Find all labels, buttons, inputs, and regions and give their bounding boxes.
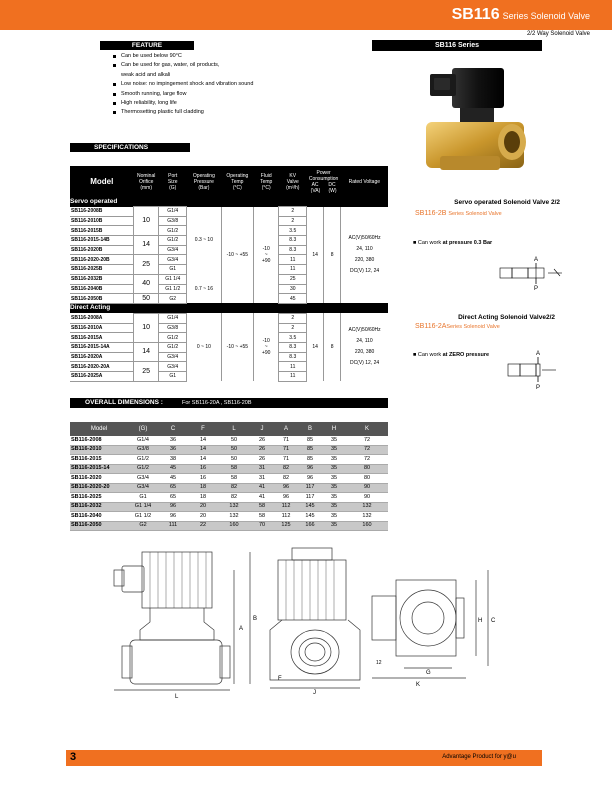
dim-row: [70, 464, 388, 474]
specifications-table: [70, 166, 388, 382]
label-J: J: [313, 690, 316, 696]
spec-col-orifice: Nominal Orifice (mm): [133, 166, 158, 197]
servo-model: SB116-2B: [415, 210, 447, 217]
feature-item: High reliability, long life: [113, 99, 253, 108]
dim-row: [70, 483, 388, 493]
spec-header-row: [70, 166, 388, 197]
dim-cell: 45: [158, 464, 188, 474]
spec-pressure: 0.7 ~ 16: [187, 274, 222, 303]
dim-cell: 18: [188, 493, 218, 503]
dimension-drawings: [110, 540, 550, 730]
valve-photo: [420, 60, 530, 178]
label-L: L: [175, 694, 179, 700]
dim-cell: 96: [274, 493, 298, 503]
spec-orifice: 25: [133, 255, 158, 274]
spec-orifice: 25: [133, 362, 158, 381]
spec-kv: 8.3: [279, 245, 307, 255]
spec-kv: 30: [279, 284, 307, 294]
dim-cell: 36: [158, 445, 188, 455]
dim-cell: 35: [322, 483, 346, 493]
side-view-drawing: [270, 548, 360, 688]
dim-cell: 35: [322, 512, 346, 522]
spec-port: G1/4: [159, 207, 187, 217]
spec-col-pressure: Operating Pressure (Bar): [187, 166, 222, 197]
spec-port: G2: [159, 294, 187, 304]
direct-model-suffix: Series Solenoid Valve: [446, 324, 500, 330]
dim-row: [70, 445, 388, 455]
feature-item: Smooth running, large flow: [113, 90, 253, 99]
dim-cell: 82: [274, 464, 298, 474]
dim-cell: 82: [218, 483, 250, 493]
dim-cell: 35: [322, 474, 346, 484]
direct-model: SB116-2A: [415, 323, 447, 330]
dim-cell: 31: [250, 464, 274, 474]
dim-row: [70, 474, 388, 484]
label-K: K: [416, 682, 421, 688]
dim-cell: 50: [218, 436, 250, 445]
dim-cell: 132: [218, 502, 250, 512]
dim-cell: G3/4: [128, 474, 158, 484]
dim-cell: 35: [322, 445, 346, 455]
feature-item: Thermosetting plastic full cladding: [113, 108, 253, 117]
spec-port: G1 1/2: [159, 284, 187, 294]
dim-cell: 82: [218, 493, 250, 503]
spec-dc: 8: [324, 313, 341, 381]
spec-ac: 14: [307, 207, 324, 304]
dim-cell: 160: [346, 521, 388, 531]
spec-model: SB116-2020-20B: [70, 255, 133, 265]
spec-model: SB116-2025A: [70, 372, 133, 382]
dim-cell: 71: [274, 455, 298, 465]
spec-section-row: [70, 303, 388, 313]
dim-cell: 90: [346, 493, 388, 503]
spec-port: G1/4: [159, 313, 187, 323]
dim-cell: SB116-2015-14: [70, 464, 128, 474]
dim-cell: 22: [188, 521, 218, 531]
spec-model: SB116-2032B: [70, 274, 133, 284]
spec-kv: 3.5: [279, 333, 307, 343]
spec-port: G1/2: [159, 333, 187, 343]
spec-orifice: 14: [133, 236, 158, 255]
dim-cell: 112: [274, 512, 298, 522]
dim-cell: 16: [188, 474, 218, 484]
dim-cell: 117: [298, 493, 322, 503]
spec-model: SB116-2050B: [70, 294, 133, 304]
dim-cell: 58: [218, 474, 250, 484]
dim-cell: 72: [346, 455, 388, 465]
dim-cell: 20: [188, 512, 218, 522]
dim-cell: 38: [158, 455, 188, 465]
spec-model: SB116-2008B: [70, 207, 133, 217]
dim-col-header: K: [346, 422, 388, 436]
servo-symbol: [496, 254, 566, 298]
spec-kv: 2: [279, 313, 307, 323]
dim-cell: 26: [250, 445, 274, 455]
spec-port: G3/4: [159, 245, 187, 255]
dim-cell: SB116-2008: [70, 436, 128, 445]
spec-orifice: 14: [133, 342, 158, 361]
feature-item: Low noise: no impingement shock and vibration sound: [113, 80, 253, 89]
dim-cell: G2: [128, 521, 158, 531]
dim-cell: 35: [322, 502, 346, 512]
specs-title: SPECIFICATIONS: [70, 143, 190, 152]
direct-note: ■ Can work at ZERO pressure: [413, 352, 490, 358]
spec-kv: 11: [279, 362, 307, 372]
dim-cell: G1/2: [128, 455, 158, 465]
spec-col-voltage: Rated Voltage: [341, 166, 388, 197]
dim-cell: 65: [158, 493, 188, 503]
spec-model: SB116-2020B: [70, 245, 133, 255]
spec-kv: 11: [279, 265, 307, 275]
spec-row: [70, 313, 388, 323]
dim-cell: 58: [250, 512, 274, 522]
dim-cell: 14: [188, 445, 218, 455]
dim-cell: 145: [298, 502, 322, 512]
direct-symbol: [500, 348, 560, 392]
dim-header-row: [70, 422, 388, 436]
label-F: F: [278, 676, 282, 682]
header-title-suffix: Series Solenoid Valve: [502, 11, 590, 21]
servo-title: Servo operated Solenoid Valve 2/2: [454, 199, 560, 206]
series-box: SB116 Series: [372, 40, 542, 51]
spec-port: G3/4: [159, 352, 187, 362]
header-model: SB116: [451, 6, 500, 23]
dim-row: [70, 512, 388, 522]
dim-cell: SB116-2010: [70, 445, 128, 455]
servo-model-suffix: Series Solenoid Valve: [448, 211, 502, 217]
servo-model-line: [415, 210, 502, 217]
spec-kv: 11: [279, 255, 307, 265]
spec-model: SB116-2020-20A: [70, 362, 133, 372]
dim-cell: 45: [158, 474, 188, 484]
spec-model: SB116-2015-14B: [70, 236, 133, 246]
feature-item: Can be used for gas, water, oil products,: [113, 61, 253, 70]
header-subtitle: 2/2 Way Solenoid Valve: [526, 31, 590, 37]
dim-cell: 80: [346, 464, 388, 474]
dim-cell: 16: [188, 464, 218, 474]
spec-col-port: Port Size (G): [159, 166, 187, 197]
dim-cell: 71: [274, 436, 298, 445]
spec-orifice: 50: [133, 294, 158, 304]
dim-cell: 14: [188, 455, 218, 465]
dim-cell: G3/4: [128, 483, 158, 493]
dim-row: [70, 493, 388, 503]
spec-model: SB116-2015A: [70, 333, 133, 343]
dim-cell: G3/8: [128, 445, 158, 455]
dim-col-header: (G): [128, 422, 158, 436]
dim-col-header: Model: [70, 422, 128, 436]
spec-col-fluid: Fluid Temp (°C): [254, 166, 279, 197]
spec-section-label: Direct Acting: [70, 303, 388, 313]
spec-port: G3/8: [159, 216, 187, 226]
dim-col-header: L: [218, 422, 250, 436]
dim-row: [70, 521, 388, 531]
dim-cell: 65: [158, 483, 188, 493]
dim-cell: 166: [298, 521, 322, 531]
feature-title: FEATURE: [100, 41, 194, 50]
direct-port-a: A: [536, 351, 541, 357]
spec-col-model: Model: [70, 166, 133, 197]
spec-kv: 45: [279, 294, 307, 304]
dim-cell: SB116-2025: [70, 493, 128, 503]
spec-col-kv: KV Valve (m³/h): [279, 166, 307, 197]
dim-cell: SB116-2015: [70, 455, 128, 465]
spec-kv: 3.5: [279, 226, 307, 236]
servo-port-p: P: [534, 286, 539, 292]
spec-model: SB116-2040B: [70, 284, 133, 294]
dim-cell: G1: [128, 493, 158, 503]
feature-item: weak acid and alkali: [121, 71, 171, 78]
dim-cell: 50: [218, 455, 250, 465]
dim-cell: G1/4: [128, 436, 158, 445]
dim-cell: 31: [250, 474, 274, 484]
dim-cell: 85: [298, 455, 322, 465]
dim-cell: 14: [188, 436, 218, 445]
spec-voltage: AC(V)50/60Hz 24, 110 220, 380 DC(V) 12, 24: [341, 313, 388, 381]
dim-cell: 82: [274, 474, 298, 484]
dim-cell: 50: [218, 445, 250, 455]
dim-col-header: A: [274, 422, 298, 436]
dim-cell: 85: [298, 445, 322, 455]
spec-model: SB116-2010B: [70, 216, 133, 226]
dim-cell: G1/2: [128, 464, 158, 474]
footer-text: Advantage Product for y@u: [442, 754, 516, 760]
dim-cell: SB116-2020-20: [70, 483, 128, 493]
dim-cell: 112: [274, 502, 298, 512]
spec-kv: 2: [279, 207, 307, 217]
spec-model: SB116-2010A: [70, 323, 133, 333]
dim-cell: 20: [188, 502, 218, 512]
dim-col-header: F: [188, 422, 218, 436]
dim-cell: 70: [250, 521, 274, 531]
page-number: 3: [70, 751, 77, 763]
dimensions-table: [70, 422, 388, 531]
label-12: 12: [376, 660, 382, 666]
dim-cell: 96: [298, 464, 322, 474]
spec-col-power: Power Consumption AC DC (VA) (W): [307, 166, 341, 197]
dim-col-header: J: [250, 422, 274, 436]
spec-col-temp: Operating Temp (°C): [221, 166, 253, 197]
spec-kv: 25: [279, 274, 307, 284]
dim-row: [70, 455, 388, 465]
spec-model: SB116-2008A: [70, 313, 133, 323]
dim-row: [70, 436, 388, 445]
dim-row: [70, 502, 388, 512]
dim-cell: 80: [346, 474, 388, 484]
feature-list: [113, 52, 253, 118]
spec-model: SB116-2025B: [70, 265, 133, 275]
dim-cell: 72: [346, 445, 388, 455]
dim-cell: 36: [158, 436, 188, 445]
spec-dc: 8: [324, 207, 341, 304]
dim-cell: 96: [298, 474, 322, 484]
spec-pressure: 0 ~ 10: [187, 313, 222, 381]
spec-fluid: -10 ~ +90: [254, 207, 279, 304]
dim-cell: G1 1/4: [128, 502, 158, 512]
dim-cell: 96: [158, 502, 188, 512]
spec-body: [70, 197, 388, 381]
spec-port: G3/4: [159, 362, 187, 372]
dim-cell: 145: [298, 512, 322, 522]
spec-kv: 11: [279, 372, 307, 382]
dim-cell: 96: [274, 483, 298, 493]
spec-kv: 2: [279, 323, 307, 333]
direct-model-line: [415, 323, 500, 330]
dim-cell: 41: [250, 493, 274, 503]
dim-cell: 35: [322, 521, 346, 531]
dim-cell: 35: [322, 464, 346, 474]
spec-orifice: 10: [133, 207, 158, 236]
dim-col-header: B: [298, 422, 322, 436]
dim-cell: 18: [188, 483, 218, 493]
spec-port: G1: [159, 265, 187, 275]
spec-voltage: AC(V)50/60Hz 24, 110 220, 380 DC(V) 12, 24: [341, 207, 388, 304]
dim-cell: 132: [346, 512, 388, 522]
label-A: A: [239, 626, 244, 632]
label-C: C: [491, 618, 496, 624]
dim-cell: 41: [250, 483, 274, 493]
spec-ac: 14: [307, 313, 324, 381]
label-B: B: [253, 616, 258, 622]
dim-cell: SB116-2040: [70, 512, 128, 522]
label-G: G: [426, 670, 431, 676]
spec-port: G3/8: [159, 323, 187, 333]
dim-cell: 125: [274, 521, 298, 531]
spec-port: G1/2: [159, 226, 187, 236]
spec-pressure: 0.3 ~ 10: [187, 207, 222, 275]
servo-note: ■ Can work at pressure 0.3 Bar: [413, 240, 493, 246]
direct-title: Direct Acting Solenoid Valve2/2: [458, 314, 555, 321]
spec-model: SB116-2015-14A: [70, 342, 133, 352]
dim-cell: 90: [346, 483, 388, 493]
dim-cell: 58: [218, 464, 250, 474]
direct-port-p: P: [536, 385, 541, 391]
spec-temp: -10 ~ +55: [221, 313, 253, 381]
spec-port: G1: [159, 372, 187, 382]
dim-cell: 35: [322, 455, 346, 465]
dim-cell: 132: [218, 512, 250, 522]
page-footer: [66, 750, 542, 766]
feature-item: Can be used below 90°C: [113, 52, 253, 61]
spec-row: [70, 207, 388, 217]
header-title: [452, 6, 590, 24]
servo-port-a: A: [534, 257, 539, 263]
dim-cell: 72: [346, 436, 388, 445]
dim-cell: 132: [346, 502, 388, 512]
spec-kv: 8.3: [279, 352, 307, 362]
spec-model: SB116-2020A: [70, 352, 133, 362]
dim-cell: 26: [250, 436, 274, 445]
spec-orifice: 10: [133, 313, 158, 342]
spec-kv: 8.3: [279, 342, 307, 352]
spec-port: G1/2: [159, 342, 187, 352]
spec-section-label: Servo operated: [70, 197, 388, 207]
dim-cell: SB116-2050: [70, 521, 128, 531]
dim-cell: 96: [158, 512, 188, 522]
dim-cell: 117: [298, 483, 322, 493]
overall-title: OVERALL DIMENSIONS :: [70, 398, 178, 408]
dim-body: [70, 436, 388, 531]
spec-port: G1/2: [159, 236, 187, 246]
dim-cell: 58: [250, 502, 274, 512]
dim-cell: 35: [322, 436, 346, 445]
spec-temp: -10 ~ +55: [221, 207, 253, 304]
top-view-drawing: [372, 570, 488, 678]
spec-fluid: -10 ~ +90: [254, 313, 279, 381]
spec-orifice: 40: [133, 274, 158, 293]
dim-cell: 26: [250, 455, 274, 465]
overall-note: For SB116-20A , SB116-20B: [178, 398, 388, 408]
page-header: [0, 0, 612, 30]
spec-kv: 8.3: [279, 236, 307, 246]
dim-col-header: H: [322, 422, 346, 436]
dim-col-header: C: [158, 422, 188, 436]
dim-cell: SB116-2020: [70, 474, 128, 484]
spec-model: SB116-2015B: [70, 226, 133, 236]
dim-cell: G1 1/2: [128, 512, 158, 522]
spec-port: G3/4: [159, 255, 187, 265]
dim-cell: 85: [298, 436, 322, 445]
dim-cell: 35: [322, 493, 346, 503]
label-H: H: [478, 618, 483, 624]
dim-cell: 71: [274, 445, 298, 455]
dim-cell: 160: [218, 521, 250, 531]
dim-cell: 111: [158, 521, 188, 531]
spec-kv: 2: [279, 216, 307, 226]
front-view-drawing: [114, 552, 250, 690]
spec-section-row: [70, 197, 388, 207]
spec-port: G1 1/4: [159, 274, 187, 284]
dim-cell: SB116-2032: [70, 502, 128, 512]
